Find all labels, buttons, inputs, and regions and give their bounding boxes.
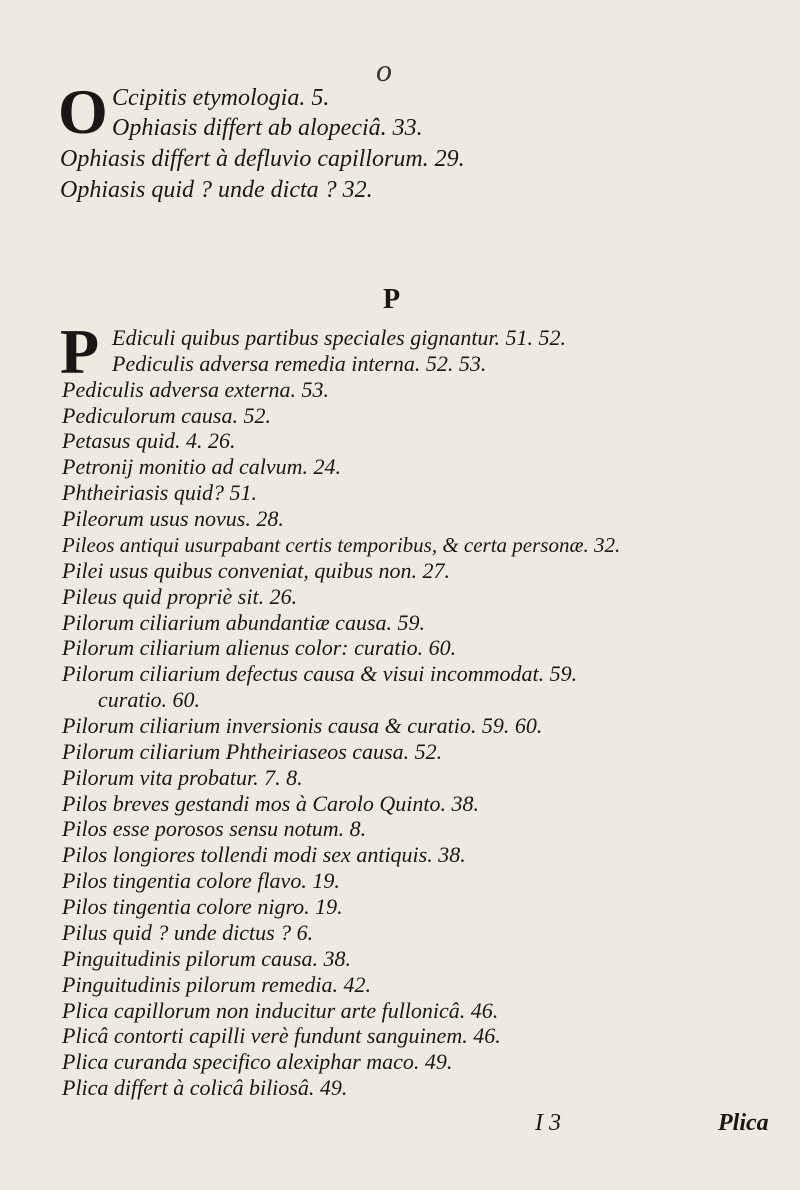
- index-entry: Pinguitudinis pilorum causa. 38.: [62, 946, 352, 971]
- index-entry: Phtheiriasis quid? 51.: [62, 480, 257, 505]
- index-entry: Pilorum ciliarium abundantiæ causa. 59.: [62, 610, 425, 635]
- index-entry: Plica capillorum non inducitur arte fullonicâ. 46.: [62, 998, 499, 1023]
- index-entry: Pilorum ciliarium inversionis causa & curatio. 59. 60.: [62, 713, 543, 738]
- index-entry: Plica curanda specifico alexiphar maco. 49.: [62, 1049, 453, 1074]
- index-entry: Plicâ contorti capilli verè fundunt sanguinem. 46.: [62, 1023, 501, 1048]
- index-entry: Pilos tingentia colore flavo. 19.: [62, 868, 340, 893]
- index-entry: Ccipitis etymologia. 5.: [112, 85, 330, 111]
- dropcap-o: O: [58, 76, 108, 147]
- index-entry: Pileorum usus novus. 28.: [62, 506, 284, 531]
- index-entry: Ophiasis differt à defluvio capillorum. 29.: [60, 146, 465, 172]
- index-entry-continuation: curatio. 60.: [98, 687, 201, 712]
- index-entry: Plica differt à colicâ biliosâ. 49.: [62, 1075, 348, 1100]
- index-entry: Ophiasis quid ? unde dicta ? 32.: [60, 177, 373, 203]
- index-entry: Pileus quid propriè sit. 26.: [62, 584, 298, 609]
- index-entry: Pilorum ciliarium Phtheiriaseos causa. 52.: [62, 739, 443, 764]
- index-entry: Pediculorum causa. 52.: [62, 403, 271, 428]
- index-entry: Pilos breves gestandi mos à Carolo Quinto. 38.: [62, 791, 479, 816]
- dropcap-p: P: [60, 316, 100, 387]
- index-entry: Pilos tingentia colore nigro. 19.: [62, 894, 343, 919]
- index-entry: Pilorum ciliarium alienus color: curatio. 60.: [62, 635, 457, 660]
- index-entry: Pilos esse porosos sensu notum. 8.: [62, 816, 367, 841]
- page-signature: I 3: [535, 1110, 561, 1136]
- index-entry: Pilorum vita probatur. 7. 8.: [62, 765, 303, 790]
- section-heading-p: P: [383, 284, 401, 315]
- index-entry: Pinguitudinis pilorum remedia. 42.: [62, 972, 372, 997]
- index-entry: Pilos longiores tollendi modi sex antiquis. 38.: [62, 842, 466, 867]
- catchword: Plica: [718, 1110, 769, 1136]
- index-entry: Ophiasis differt ab alopeciâ. 33.: [112, 115, 423, 141]
- index-entry: Pediculis adversa remedia interna. 52. 53.: [112, 351, 487, 376]
- index-entry: Petronij monitio ad calvum. 24.: [62, 454, 342, 479]
- index-entry: Pileos antiqui usurpabant certis temporibus, & certa personæ. 32.: [62, 533, 621, 557]
- index-entry: Ediculi quibus partibus speciales gignantur. 51. 52.: [112, 325, 567, 350]
- index-entry: Pilus quid ? unde dictus ? 6.: [62, 920, 314, 945]
- index-entry: Petasus quid. 4. 26.: [62, 428, 236, 453]
- section-mark: o: [376, 52, 392, 88]
- index-entry: Pilorum ciliarium defectus causa & visui incommodat. 59.: [62, 661, 578, 686]
- index-entry: Pilei usus quibus conveniat, quibus non. 27.: [62, 558, 451, 583]
- index-entry: Pediculis adversa externa. 53.: [62, 377, 329, 402]
